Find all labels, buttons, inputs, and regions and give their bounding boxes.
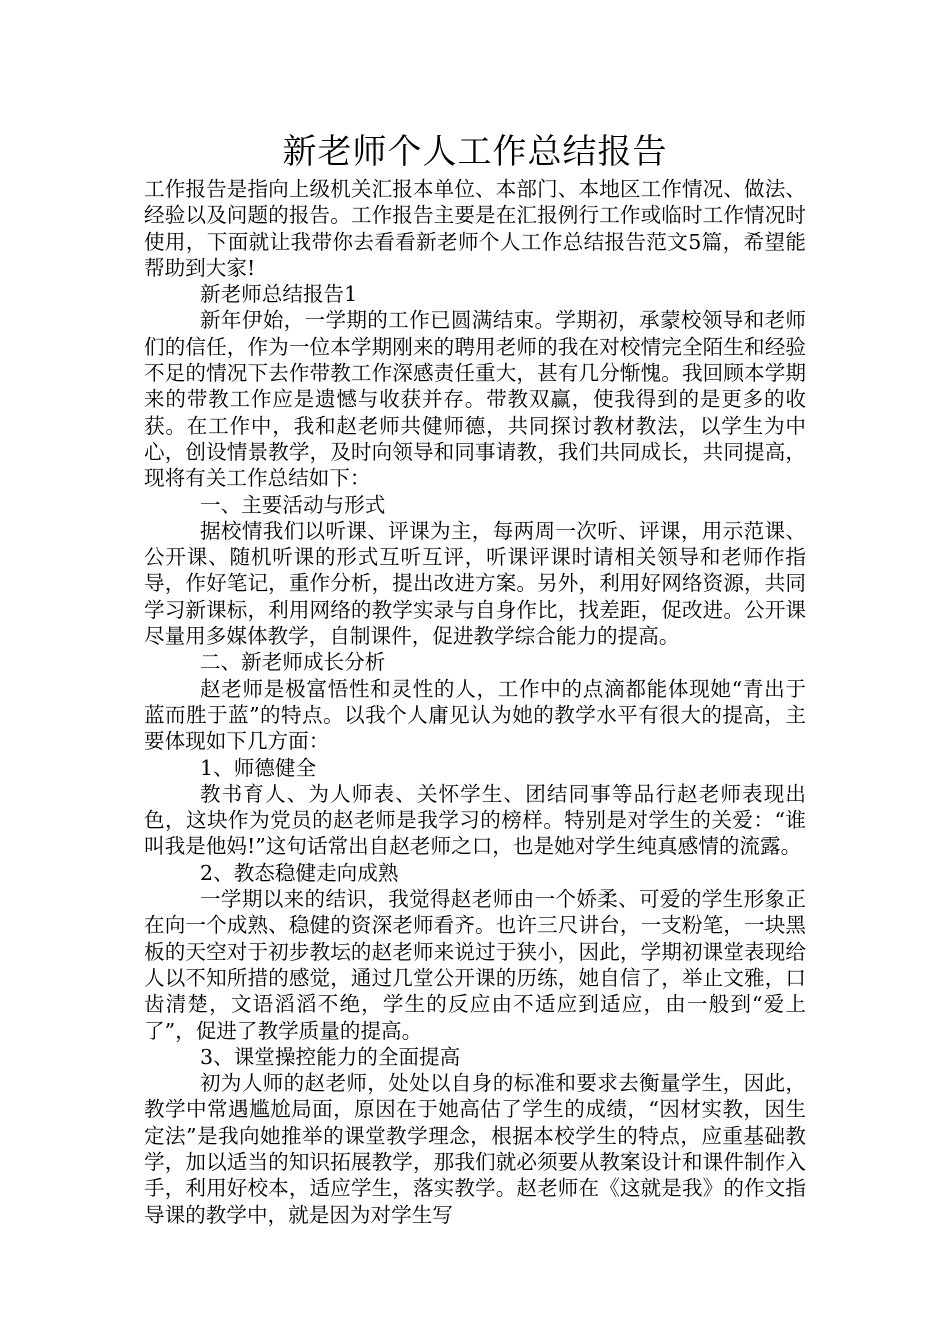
- report-paragraph: 新年伊始，一学期的工作已圆满结束。学期初，承蒙校领导和老师们的信任，作为一位本学期刚来的聘用老师的我在对校情完全陌生和经验不足的情况下去作带教工作深感责任重大，甚有几分惭愧。我回顾本学期来的带教工作应是遗憾与收获并存。带教双赢，使我得到的是更多的收获。在工作中，我和赵老师共健师德，共同探讨教材教法，以学生为中心，创设情景教学，及时向领导和同事请教，我们共同成长，共同提高，现将有关工作总结如下：: [144, 308, 806, 491]
- growth-paragraph: 赵老师是极富悟性和灵性的人，工作中的点滴都能体现她“青出于蓝而胜于蓝”的特点。以我个人庸见认为她的教学水平有很大的提高，主要体现如下几方面：: [144, 676, 806, 754]
- subheading-demeanor: 2、教态稳健走向成熟: [200, 860, 399, 885]
- demeanor-paragraph: 一学期以来的结识，我觉得赵老师由一个娇柔、可爱的学生形象正在向一个成熟、稳健的资深老师看齐。也许三尺讲台，一支粉笔，一块黑板的天空对于初步教坛的赵老师来说过于狭小，因此，学期初课堂表现给人以不知所措的感觉，通过几堂公开课的历练，她自信了，举止文雅，口齿清楚，文语滔滔不绝，学生的反应由不适应到适应，由一般到“爱上了”，促进了教学质量的提高。: [144, 887, 806, 1043]
- report-heading: 新老师总结报告1: [200, 282, 358, 307]
- section-heading-growth: 二、新老师成长分析: [200, 650, 386, 675]
- ethics-paragraph: 教书育人、为人师表、关怀学生、团结同事等品行赵老师表现出色，这块作为党员的赵老师是我学习的榜样。特别是对学生的关爱：“谁叫我是他妈!”这句话常出自赵老师之口，也是她对学生纯真感情的流露。: [144, 781, 806, 859]
- intro-paragraph: 工作报告是指向上级机关汇报本单位、本部门、本地区工作情况、做法、经验以及问题的报告。工作报告主要是在汇报例行工作或临时工作情况时使用，下面就让我带你去看看新老师个人工作总结报告范文5篇，希望能帮助到大家!: [144, 177, 806, 280]
- document-title: 新老师个人工作总结报告: [282, 132, 668, 172]
- section-heading-activities: 一、主要活动与形式: [200, 492, 386, 517]
- activities-paragraph: 据校情我们以听课、评课为主，每两周一次听、评课，用示范课、公开课、随机听课的形式互听互评，听课评课时请相关领导和老师作指导，作好笔记，重作分析，提出改进方案。另外，利用好网络资源，共同学习新课标，利用网络的教学实录与自身作比，找差距，促改进。公开课尽量用多媒体教学，自制课件，促进教学综合能力的提高。: [144, 518, 806, 649]
- classroom-control-paragraph: 初为人师的赵老师，处处以自身的标准和要求去衡量学生，因此，教学中常遇尴尬局面，原因在于她高估了学生的成绩，“因材实教，因生定法”是我向她推举的课堂教学理念，根据本校学生的特点，应重基础教学，加以适当的知识拓展教学，那我们就必须要从教案设计和课件制作入手，利用好校本，适应学生，落实教学。赵老师在《这就是我》的作文指导课的教学中，就是因为对学生写: [144, 1071, 806, 1227]
- document-body: [144, 128, 806, 1228]
- subheading-ethics: 1、师德健全: [200, 755, 317, 780]
- subheading-classroom-control: 3、课堂操控能力的全面提高: [200, 1044, 461, 1069]
